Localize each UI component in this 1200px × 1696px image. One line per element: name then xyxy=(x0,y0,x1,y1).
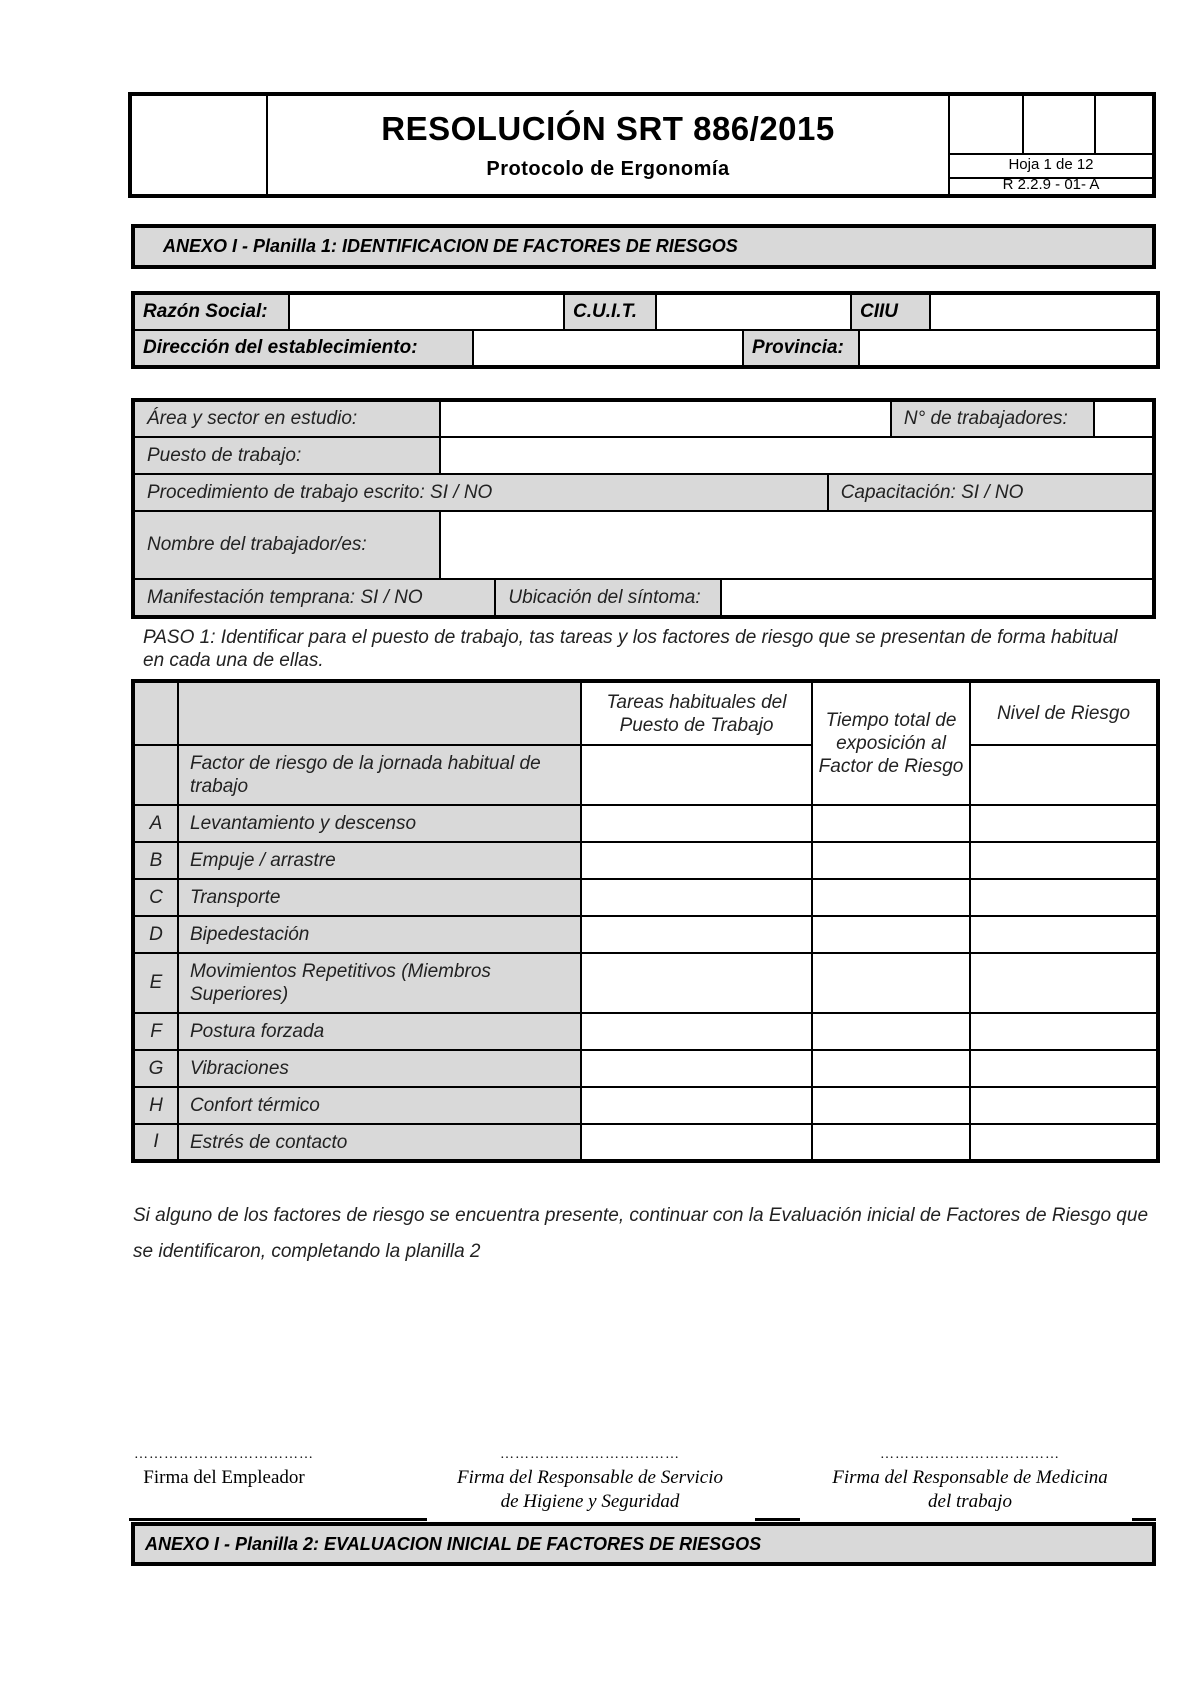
capacitacion-field[interactable]: Capacitación: SI / NO xyxy=(828,474,1154,511)
tareas-cell[interactable] xyxy=(581,953,812,1013)
nivel-cell[interactable] xyxy=(970,916,1158,953)
risk-letter: G xyxy=(133,1050,178,1087)
header-letter-cell xyxy=(133,681,178,745)
tiempo-cell[interactable] xyxy=(812,1050,970,1087)
risk-letter: C xyxy=(133,879,178,916)
risk-factor-name: Empuje / arrastre xyxy=(178,842,581,879)
tiempo-cell[interactable] xyxy=(812,1087,970,1124)
risk-letter: I xyxy=(133,1124,178,1161)
ciiu-label: CIIU xyxy=(851,293,930,330)
sheet-number: Hoja 1 de 12 xyxy=(950,153,1152,179)
risk-letter: A xyxy=(133,805,178,842)
razon-social-label: Razón Social: xyxy=(133,293,289,330)
separator-line xyxy=(1132,1518,1156,1521)
tiempo-cell[interactable] xyxy=(812,1013,970,1050)
header-blank-cell xyxy=(178,681,581,745)
employer-signature-label: Firma del Empleador xyxy=(143,1467,305,1488)
document-code: R 2.2.9 - 01- A xyxy=(1002,176,1100,193)
tiempo-cell[interactable] xyxy=(812,916,970,953)
nivel-cell[interactable] xyxy=(970,879,1158,916)
num-workers-field[interactable] xyxy=(1094,400,1154,437)
document-title: RESOLUCIÓN SRT 886/2015 xyxy=(381,110,835,147)
procedimiento-field[interactable]: Procedimiento de trabajo escrito: SI / NO xyxy=(133,474,828,511)
header-letter-cell xyxy=(133,745,178,805)
ubicacion-field[interactable] xyxy=(721,579,1154,617)
direccion-field[interactable] xyxy=(473,330,743,367)
risk-letter: H xyxy=(133,1087,178,1124)
document-subtitle: Protocolo de Ergonomía xyxy=(486,158,730,180)
risk-factor-name: Levantamiento y descenso xyxy=(178,805,581,842)
nivel-cell[interactable] xyxy=(970,805,1158,842)
risk-factor-name: Vibraciones xyxy=(178,1050,581,1087)
ciiu-field[interactable] xyxy=(930,293,1158,330)
medicine-signature-label-1: Firma del Responsable de Medicina xyxy=(832,1467,1108,1488)
risk-letter: B xyxy=(133,842,178,879)
puesto-label: Puesto de trabajo: xyxy=(133,437,440,474)
risk-factor-table xyxy=(131,679,1160,1163)
tiempo-cell[interactable] xyxy=(812,879,970,916)
work-area-table xyxy=(131,398,1156,619)
paso-1-instruction: PASO 1: Identificar para el puesto de trabajo, tas tareas y los factores de riesgo que se presentan de forma habitual en cada una de ellas. xyxy=(143,627,1118,671)
col-nivel-header: Nivel de Riesgo xyxy=(970,681,1158,745)
signature-line: ……………………………… xyxy=(880,1447,1060,1462)
tareas-cell[interactable] xyxy=(581,805,812,842)
hygiene-signature-label-2: de Higiene y Seguridad xyxy=(500,1491,680,1512)
header-box xyxy=(950,96,1024,153)
razon-social-field[interactable] xyxy=(289,293,564,330)
risk-row xyxy=(133,805,1158,842)
risk-row xyxy=(133,1087,1158,1124)
provincia-field[interactable] xyxy=(859,330,1158,367)
cuit-field[interactable] xyxy=(656,293,851,330)
puesto-field[interactable] xyxy=(440,437,1154,474)
provincia-label: Provincia: xyxy=(743,330,859,367)
signature-line: ……………………………… xyxy=(134,1447,314,1462)
nombre-field[interactable] xyxy=(440,511,1154,579)
cuit-label: C.U.I.T. xyxy=(564,293,656,330)
medicine-signature xyxy=(805,1448,1135,1514)
area-sector-label: Área y sector en estudio: xyxy=(133,400,440,437)
risk-letter: E xyxy=(133,953,178,1013)
header-box xyxy=(1022,96,1096,153)
header-title-block xyxy=(268,96,950,194)
nivel-cell[interactable] xyxy=(970,1124,1158,1161)
separator-line xyxy=(755,1518,800,1521)
risk-factor-name: Transporte xyxy=(178,879,581,916)
signature-line: ……………………………… xyxy=(500,1447,680,1462)
tareas-cell[interactable] xyxy=(581,1124,812,1161)
risk-letter: D xyxy=(133,916,178,953)
tareas-cell[interactable] xyxy=(581,1087,812,1124)
logo-placeholder xyxy=(132,96,268,194)
tareas-cell[interactable] xyxy=(581,916,812,953)
area-sector-field[interactable] xyxy=(440,400,891,437)
manifestacion-field[interactable]: Manifestación temprana: SI / NO xyxy=(133,579,495,617)
direccion-label: Dirección del establecimiento: xyxy=(133,330,473,367)
risk-letter: F xyxy=(133,1013,178,1050)
num-workers-label: N° de trabajadores: xyxy=(891,400,1094,437)
risk-row xyxy=(133,842,1158,879)
tareas-cell[interactable] xyxy=(581,1013,812,1050)
header-control-block xyxy=(950,96,1152,194)
company-table xyxy=(131,291,1160,369)
tareas-cell[interactable] xyxy=(581,879,812,916)
risk-row xyxy=(133,1013,1158,1050)
col-tiempo-header: Tiempo total de exposición al Factor de Riesgo xyxy=(812,681,970,805)
risk-row xyxy=(133,916,1158,953)
risk-row xyxy=(133,1124,1158,1161)
tiempo-cell[interactable] xyxy=(812,1124,970,1161)
risk-factor-name: Postura forzada xyxy=(178,1013,581,1050)
nivel-cell[interactable] xyxy=(970,842,1158,879)
tiempo-cell[interactable] xyxy=(812,842,970,879)
employer-signature xyxy=(104,1448,344,1490)
medicine-signature-label-2: del trabajo xyxy=(928,1491,1012,1512)
nivel-cell[interactable] xyxy=(970,1050,1158,1087)
nivel-cell[interactable] xyxy=(970,1087,1158,1124)
instruction-note: Si alguno de los factores de riesgo se encuentra presente, continuar con la Evaluación inicial de Factores de Riesgo que se identificaron, completando la planilla 2 xyxy=(133,1205,1149,1262)
nivel-cell[interactable] xyxy=(970,1013,1158,1050)
risk-factor-name: Movimientos Repetitivos (Miembros Superiores) xyxy=(178,953,581,1013)
nivel-cell[interactable] xyxy=(970,953,1158,1013)
nivel-cell[interactable] xyxy=(970,745,1158,805)
section-title-planilla-1: ANEXO I - Planilla 1: IDENTIFICACION DE FACTORES DE RIESGOS xyxy=(131,224,1156,269)
nombre-label: Nombre del trabajador/es: xyxy=(133,511,440,579)
risk-row xyxy=(133,1050,1158,1087)
tareas-cell[interactable] xyxy=(581,842,812,879)
col-factor-header: Factor de riesgo de la jornada habitual de trabajo xyxy=(178,745,581,805)
ubicacion-label: Ubicación del síntoma: xyxy=(495,579,721,617)
tareas-cell[interactable] xyxy=(581,745,812,805)
hygiene-signature xyxy=(430,1448,750,1514)
risk-factor-name: Estrés de contacto xyxy=(178,1124,581,1161)
document-header xyxy=(128,92,1156,198)
hygiene-signature-label-1: Firma del Responsable de Servicio xyxy=(457,1467,723,1488)
tareas-cell[interactable] xyxy=(581,1050,812,1087)
risk-row xyxy=(133,879,1158,916)
section-title-planilla-2: ANEXO I - Planilla 2: EVALUACION INICIAL DE FACTORES DE RIESGOS xyxy=(131,1522,1156,1566)
separator-line xyxy=(129,1518,427,1521)
tiempo-cell[interactable] xyxy=(812,805,970,842)
risk-factor-name: Confort térmico xyxy=(178,1087,581,1124)
risk-factor-name: Bipedestación xyxy=(178,916,581,953)
risk-row xyxy=(133,953,1158,1013)
tiempo-cell[interactable] xyxy=(812,953,970,1013)
col-tareas-header: Tareas habituales del Puesto de Trabajo xyxy=(581,681,812,745)
